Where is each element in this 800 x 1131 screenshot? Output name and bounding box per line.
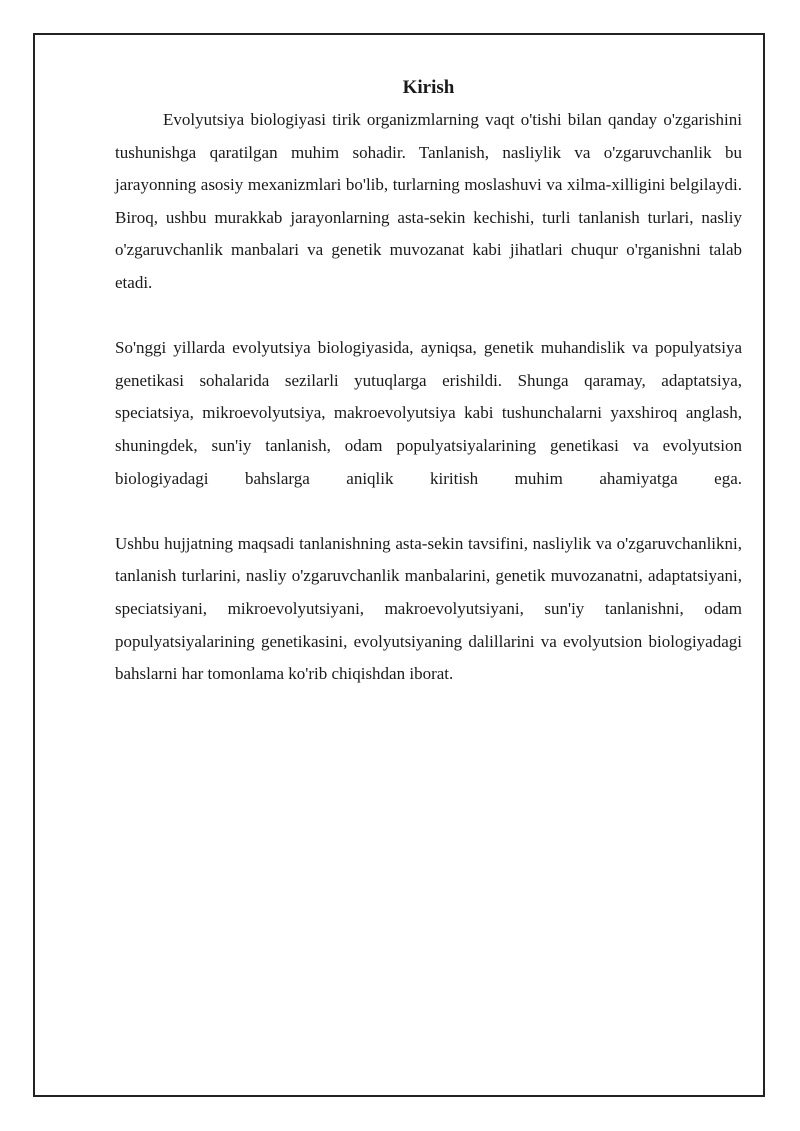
document-body bbox=[115, 72, 742, 691]
paragraph-gap bbox=[115, 495, 742, 528]
paragraph-intro: Evolyutsiya biologiyasi tirik organizmlarning vaqt o'tishi bilan qanday o'zgarishini tushunishga qaratilgan muhim sohadir. Tanlanish, nasliylik va o'zgaruvchanlik bu jarayonning asosiy mexanizmlari bo'lib, turlarning moslashuvi va xilma-xilligini belgilaydi. Biroq, ushbu murakkab jarayonlarning asta-sekin kechishi, turli tanlanish turlari, nasliy o'zgaruvchanlik manbalari va genetik muvozanat kabi jihatlari chuqur o'rganishni talab etadi. bbox=[115, 110, 742, 292]
paragraph-purpose: Ushbu hujjatning maqsadi tanlanishning asta-sekin tavsifini, nasliylik va o'zgaruvchanlikni, tanlanish turlarini, nasliy o'zgaruvchanlik manbalarini, genetik muvozanatni, adaptatsiyani, speciatsiyani, mikroevolyutsiyani, makroevolyutsiyani, sun'iy tanlanishni, odam populyatsiyalarining genetikasini, evolyutsiyaning dalillarini va evolyutsion biologiyadagi bahslarni har tomonlama ko'rib chiqishdan iborat. bbox=[115, 533, 742, 684]
paragraph-advances: So'nggi yillarda evolyutsiya biologiyasida, ayniqsa, genetik muhandislik va populyatsiya genetikasi sohalarida sezilarli yutuqlarga erishildi. Shunga qaramay, adaptatsiya, speciatsiya, mikroevolyutsiya, makroevolyutsiya kabi tushunchalarni yaxshiroq anglash, shuningdek, sun'iy tanlanish, odam populyatsiyalarining genetikasi va evolyutsion biologiyadagi bahslarga aniqlik kiritish muhim ahamiyatga ega. bbox=[115, 338, 742, 488]
paragraph-gap bbox=[115, 300, 742, 333]
page-title: Kirish bbox=[402, 77, 455, 98]
